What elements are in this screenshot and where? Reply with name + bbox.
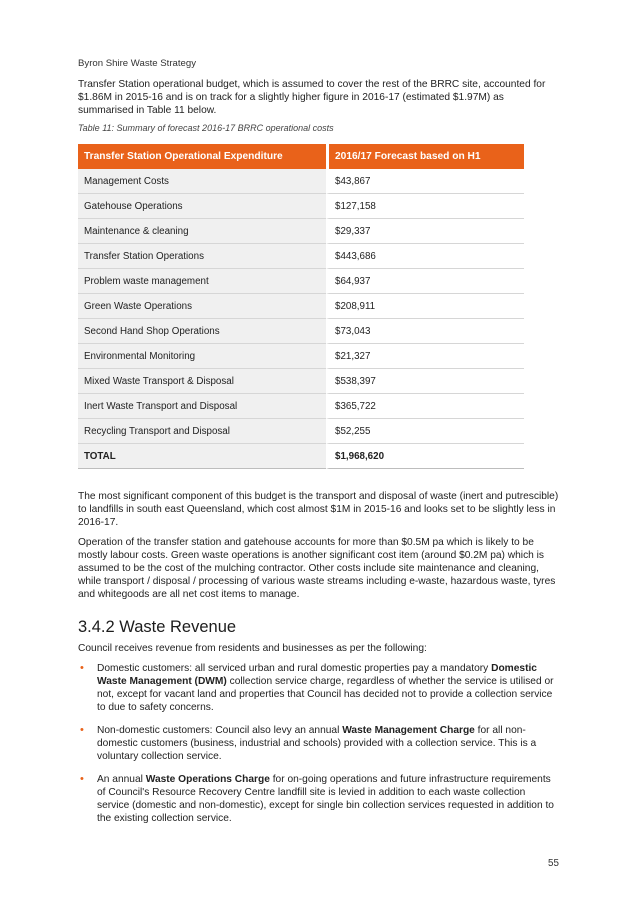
bullet-text-post: for all non-domestic customers (business, industrial and schools) provided with a collection service. This is a voluntary collection service. [97, 725, 537, 762]
row-label: Management Costs [78, 169, 326, 194]
bullet-text-pre: Domestic customers: all serviced urban and rural domestic properties pay a mandatory [97, 663, 492, 674]
table-row [78, 369, 524, 394]
bullet-text-bold: Waste Operations Charge [145, 774, 270, 785]
table-row [78, 169, 524, 194]
table-row [78, 319, 524, 344]
table-row [78, 244, 524, 269]
budget-paragraph-2: Operation of the transfer station and gatehouse accounts for more than $0.5M pa which is likely to be mostly labour costs. Green waste operations is another significant cost item (around $0.2M pa) which is assumed to be the cost of the mulching contractor. Other costs include site maintenance and cleaning, while transport / disposal / processing of various waste streams including e-waste, hazardous waste, tyres and whitegoods are all net cost items to manage. [78, 537, 556, 600]
table-row [78, 194, 524, 219]
section-heading: 3.4.2 Waste Revenue [78, 618, 237, 636]
row-value: $21,327 [326, 344, 524, 369]
page-number: 55 [548, 858, 559, 869]
bullet-text-bold: Domestic Waste Management (DWM) [97, 663, 537, 687]
row-value: $208,911 [326, 294, 524, 319]
row-value: $443,686 [326, 244, 524, 269]
bullet-text-pre: An annual [97, 774, 146, 785]
row-value: $64,937 [326, 269, 524, 294]
row-label: Environmental Monitoring [78, 344, 326, 369]
bullet-icon: • [80, 724, 84, 736]
row-value: $73,043 [326, 319, 524, 344]
row-value: $127,158 [326, 194, 524, 219]
row-label: Gatehouse Operations [78, 194, 326, 219]
intro-paragraph: Transfer Station operational budget, which is assumed to cover the rest of the BRRC site, accounted for $1.86M in 2015-16 and is on track for a slightly higher figure in 2016-17 (estimated $1.97M) as summarised in Table 11 below. [78, 79, 546, 116]
row-label: Green Waste Operations [78, 294, 326, 319]
row-value: $365,722 [326, 394, 524, 419]
bullet-text-post: collection service charge, regardless of whether the service is utilised or not, except for vacant land and properties that Council has decided not to provide a collection service to due to safety concerns. [97, 676, 554, 713]
table-row [78, 269, 524, 294]
total-label: TOTAL [78, 444, 326, 469]
bullet-icon: • [80, 773, 84, 785]
row-label: Transfer Station Operations [78, 244, 326, 269]
bullet-text-post: for on-going operations and future infrastructure requirements of Council's Resource Recovery Centre landfill site is levied in addition to each waste collection service (domestic and non-domestic), except for single bin collection services requested in addition to the existing collection service. [97, 774, 554, 824]
table-total-row [78, 444, 524, 469]
table-row [78, 394, 524, 419]
table-body [78, 169, 524, 469]
row-label: Maintenance & cleaning [78, 219, 326, 244]
list-item [78, 773, 560, 825]
row-label: Mixed Waste Transport & Disposal [78, 369, 326, 394]
revenue-list [78, 662, 560, 835]
table-caption: Table 11: Summary of forecast 2016-17 BRRC operational costs [78, 123, 334, 133]
bullet-icon: • [80, 662, 84, 674]
section-lead: Council receives revenue from residents and businesses as per the following: [78, 643, 427, 654]
row-label: Inert Waste Transport and Disposal [78, 394, 326, 419]
column-header-forecast: 2016/17 Forecast based on H1 [326, 144, 524, 169]
row-value: $52,255 [326, 419, 524, 444]
bullet-text-pre: Non-domestic customers: Council also levy an annual [97, 725, 343, 736]
table-row [78, 344, 524, 369]
row-value: $43,867 [326, 169, 524, 194]
table-row [78, 219, 524, 244]
list-item [78, 724, 560, 763]
cost-table [78, 144, 524, 469]
bullet-text-bold: Waste Management Charge [342, 725, 475, 736]
row-value: $29,337 [326, 219, 524, 244]
table-row [78, 419, 524, 444]
row-label: Problem waste management [78, 269, 326, 294]
budget-paragraph-1: The most significant component of this budget is the transport and disposal of waste (inert and putrescible) to landfills in south east Queensland, which cost almost $1M in 2015-16 and looks set to be slightly less in 2016-17. [78, 491, 559, 528]
table-row [78, 294, 524, 319]
row-label: Recycling Transport and Disposal [78, 419, 326, 444]
total-value: $1,968,620 [326, 444, 524, 469]
list-item [78, 662, 560, 714]
column-header-expenditure: Transfer Station Operational Expenditure [78, 144, 326, 169]
row-value: $538,397 [326, 369, 524, 394]
running-header: Byron Shire Waste Strategy [78, 58, 197, 69]
row-label: Second Hand Shop Operations [78, 319, 326, 344]
table-header-row [78, 144, 524, 169]
